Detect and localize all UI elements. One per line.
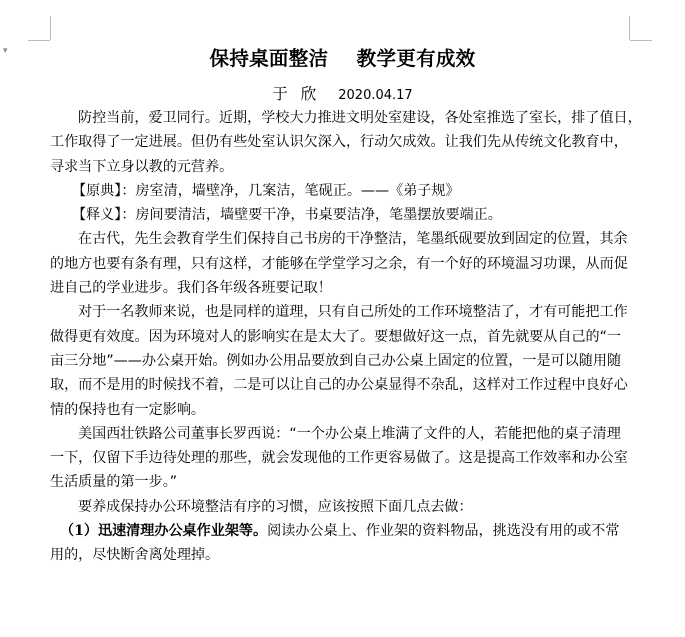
- paragraph-line: 工作取得了一定进展。但仍有些处室认识欠深入，行动欠成效。让我们先从传统文化教育中，: [50, 134, 628, 151]
- paragraph-line: 进自己的学业进步。我们各年级各班要记取！: [50, 280, 332, 297]
- paragraph-line: 取，而不是用的时候找不着，二是可以让自己的办公桌显得不杂乱，这样对工作过程中良好心: [50, 377, 628, 394]
- byline: [0, 82, 685, 104]
- paragraph-line: 亩三分地”——办公桌开始。例如办公用品要放到自己办公桌上固定的位置，一是可以随用随: [50, 352, 622, 369]
- crop-mark-top-right: [629, 16, 630, 40]
- paragraph-line: 在古代，先生会教育学生们保持自己书房的干净整洁，笔墨纸砚要放到固定的位置，其余: [78, 231, 628, 248]
- list-item-heading: （1）迅速清理办公桌作业架等。: [60, 523, 268, 540]
- publish-date: 2020.04.17: [338, 88, 413, 103]
- paragraph-line: 寻求当下立身以教的元营养。: [50, 158, 234, 175]
- paragraph-line: 【原典】：房室清，墙壁净，几案洁，笔砚正。——《弟子规》: [72, 182, 460, 199]
- paragraph-line: 要养成保持办公环境整洁有序的习惯，应该按照下面几点去做：: [78, 498, 473, 515]
- paragraph-line: 美国西壮铁路公司董事长罗西说：“一个办公桌上堆满了文件的人，若能把他的桌子清理: [78, 425, 621, 442]
- paragraph-line: 的地方也要有条有理，只有这样，才能够在学堂学习之余，有一个好的环境温习功课，从而促: [50, 255, 628, 272]
- crop-mark-top-left: [50, 16, 51, 40]
- list-item-1: [50, 519, 640, 543]
- paragraph-line: 一下，仅留下手边待处理的那些，就会发现他的工作更容易做了。这是提高工作效率和办公室: [50, 450, 628, 467]
- crop-mark-top-right: [630, 40, 652, 41]
- triangle-down-icon[interactable]: ▾: [3, 46, 8, 56]
- paragraph-line: 情的保持也有一定影响。: [50, 401, 206, 418]
- list-item-text: 阅读办公桌上、作业架的资料物品，挑选没有用的或不常: [267, 523, 620, 540]
- document-title: 保持桌面整洁 教学更有成效: [209, 47, 476, 70]
- paragraph-line: 用的，尽快断舍离处理掉。: [50, 547, 220, 564]
- author-name: 于 欣: [272, 85, 321, 103]
- paragraph-line: 做得更有效度。因为环境对人的影响实在是太大了。要想做好这一点，首先就要从自己的“一: [50, 328, 622, 345]
- paragraph-line: 防控当前，爱卫同行。近期，学校大力推进文明处室建设，各处室推选了室长，排了值日，: [78, 110, 642, 126]
- paragraph-line: 对于一名教师来说，也是同样的道理，只有自己所处的工作环境整洁了，才有可能把工作: [78, 304, 628, 321]
- paragraph-line: 生活质量的第一步。”: [50, 474, 178, 491]
- document-body: [50, 106, 640, 568]
- paragraph-line: 【释义】：房间要清洁，墙壁要干净，书桌要洁净，笔墨摆放要端正。: [72, 207, 502, 224]
- crop-mark-top-left: [28, 40, 50, 41]
